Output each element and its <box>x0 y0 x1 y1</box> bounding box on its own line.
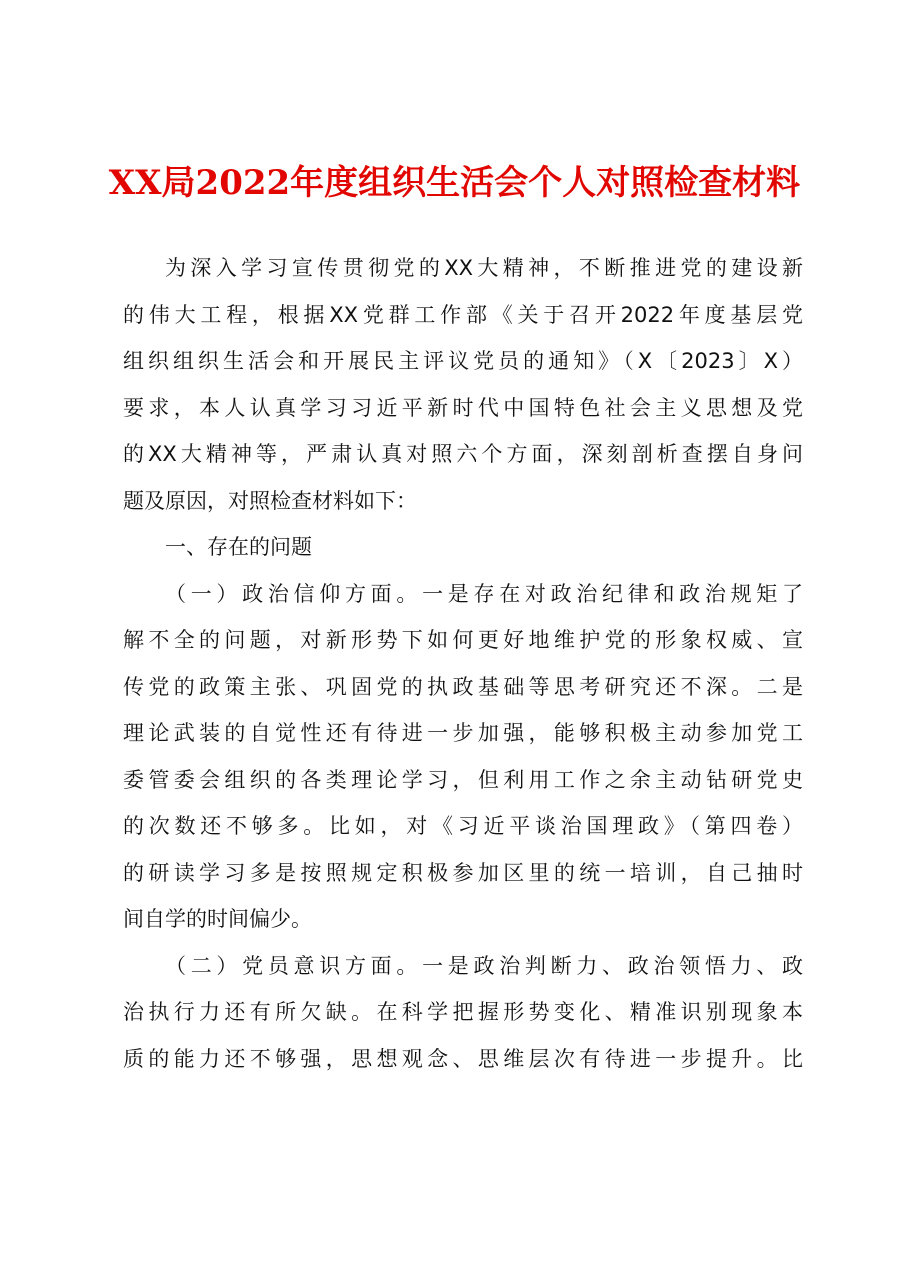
text-line: 质的能力还不够强，思想观念、思维层次有待进一步提升。比 <box>123 1046 803 1071</box>
text-line: 委管委会组织的各类理论学习，但利用工作之余主动钻研党史 <box>123 767 803 792</box>
text-line: 组织组织生活会和开展民主评议党员的通知》（X〔2023〕X） <box>123 349 803 373</box>
text-line: 题及原因，对照检查材料如下： <box>123 488 417 513</box>
text-line: 解不全的问题，对新形势下如何更好地维护党的形象权威、宣 <box>123 628 803 652</box>
text-line: 的次数还不够多。比如，对《习近平谈治国理政》（第四卷） <box>123 814 803 838</box>
document-title: XX局2022年度组织生活会个人对照检查材料 <box>108 163 801 203</box>
text-line: 间自学的时间偏少。 <box>123 907 312 931</box>
text-line: 治执行力还有所欠缺。在科学把握形势变化、精准识别现象本 <box>123 1000 803 1024</box>
text-line: 理论武装的自觉性还有待进一步加强，能够积极主动参加党工 <box>123 721 803 745</box>
text-line: 传党的政策主张、巩固党的执政基础等思考研究还不深。二是 <box>123 674 803 699</box>
text-line: （二）党员意识方面。一是政治判断力、政治领悟力、政 <box>165 953 803 978</box>
document-body <box>123 245 803 1082</box>
text-line: 的XX大精神等，严肃认真对照六个方面，深刻剖析查摆自身问 <box>123 442 803 466</box>
text-line: 的研读学习多是按照规定积极参加区里的统一培训，自己抽时 <box>123 860 803 885</box>
text-line: （一）政治信仰方面。一是存在对政治纪律和政治规矩了 <box>165 581 803 606</box>
text-line: 要求，本人认真学习习近平新时代中国特色社会主义思想及党 <box>123 395 803 420</box>
text-line: 一、存在的问题 <box>165 535 312 559</box>
text-line: 为深入学习宣传贯彻党的XX大精神，不断推进党的建设新 <box>165 256 803 280</box>
text-line: 的伟大工程，根据XX党群工作部《关于召开2022年度基层党 <box>123 302 803 327</box>
